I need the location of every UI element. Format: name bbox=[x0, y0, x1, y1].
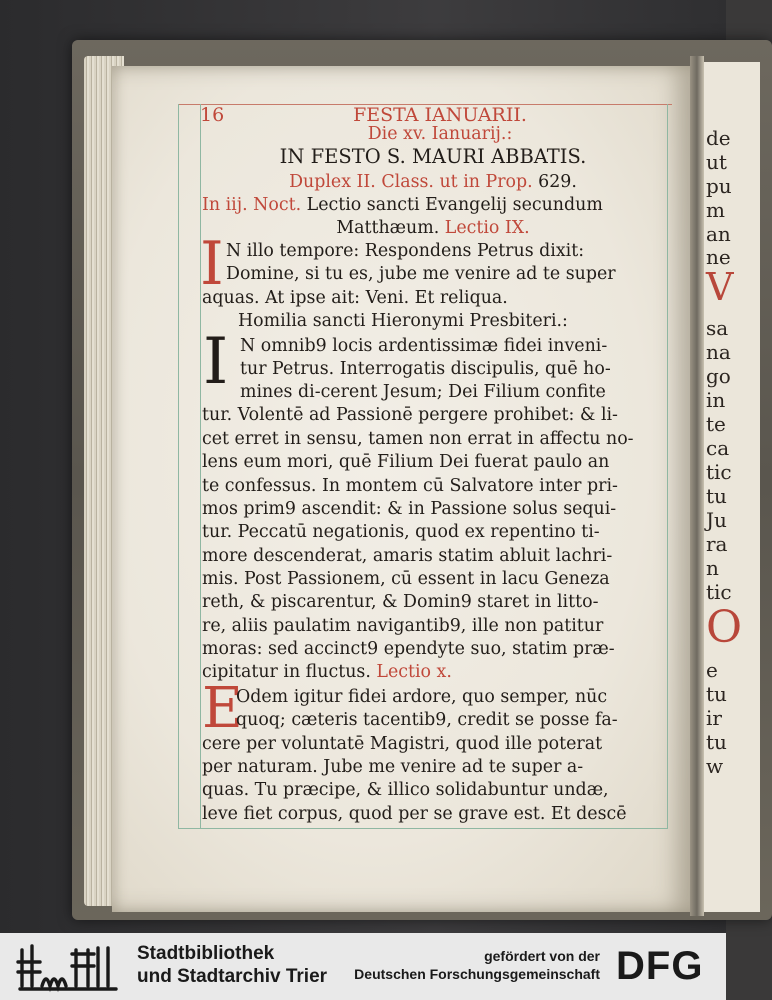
frame-left-inner bbox=[200, 104, 201, 828]
dfg-logo: DFG bbox=[616, 944, 704, 988]
gospel-intro-line-1 bbox=[202, 194, 664, 218]
homily-line: mis. Post Passionem, cū essent in lacu Geneza bbox=[202, 569, 610, 589]
facing-fragment: n bbox=[706, 556, 719, 580]
homily-line: mines di-cerent Jesum; Dei Filium confite bbox=[240, 382, 606, 402]
homily-last: cipitatur in fluctus. bbox=[202, 662, 377, 682]
gospel-intro-1: Lectio sancti Evangelij secundum bbox=[306, 195, 603, 215]
facing-fragment: tu bbox=[706, 682, 727, 706]
facing-fragment: V bbox=[706, 265, 734, 309]
homily-title: Homilia sancti Hieronymi Presbiteri.: bbox=[238, 311, 568, 331]
homily-line: reth, & piscarentur, & Domin9 staret in litto- bbox=[202, 592, 599, 612]
facing-fragment: e bbox=[706, 658, 718, 682]
book-gutter bbox=[690, 56, 704, 916]
facing-fragment: m bbox=[706, 198, 725, 222]
frame-bottom-line bbox=[178, 828, 668, 829]
lectio-ix: Lectio IX. bbox=[444, 218, 530, 238]
library-line-1: Stadtbibliothek bbox=[137, 943, 275, 964]
funding-line-1: gefördert von der bbox=[484, 948, 600, 964]
rank-line bbox=[202, 171, 664, 195]
facing-fragment: sa bbox=[706, 316, 729, 340]
gospel-line: N illo tempore: Respondens Petrus dixit: bbox=[226, 241, 585, 261]
gospel-intro-2: Matthæum. bbox=[336, 218, 445, 238]
homily-line: re, aliis paulatim navigantib9, ille non patitur bbox=[202, 616, 604, 636]
library-logo-icon bbox=[16, 942, 126, 992]
facing-fragment: ir bbox=[706, 706, 722, 730]
facing-fragment: ut bbox=[706, 150, 727, 174]
homily-line: tur. Volentē ad Passionē pergere prohibet: & li- bbox=[202, 405, 618, 425]
homily-line: tur. Peccatū negationis, quod ex repentino ti- bbox=[202, 522, 600, 542]
frame-right-line bbox=[667, 104, 668, 828]
homily-line: more descenderat, amaris statim abluit lachri- bbox=[202, 546, 613, 566]
facing-fragment: tu bbox=[706, 730, 727, 754]
gospel-intro-line-2 bbox=[202, 217, 664, 241]
page-number: 16 bbox=[200, 104, 225, 126]
lectio-x-line: leve fiet corpus, quod per se grave est. Et descē bbox=[202, 804, 627, 824]
initial-letter-3: E bbox=[202, 676, 243, 741]
facing-fragment: de bbox=[706, 126, 731, 150]
feast-title: IN FESTO S. MAURI ABBATIS. bbox=[279, 145, 587, 168]
homily-line: lens eum mori, quē Filium Dei fuerat paulo an bbox=[202, 452, 610, 472]
facing-fragment: O bbox=[706, 602, 743, 653]
facing-fragment: ne bbox=[706, 245, 731, 269]
facing-fragment: na bbox=[706, 340, 731, 364]
facing-fragment: in bbox=[706, 388, 726, 412]
date-line: Die xv. Ianuarij.: bbox=[367, 124, 513, 144]
homily-line: moras: sed accinct9 ependyte suo, statim præ- bbox=[202, 639, 615, 659]
lectio-x-line: Odem igitur fidei ardore, quo semper, nūc bbox=[236, 687, 608, 707]
funding-line-2: Deutschen Forschungsgemeinschaft bbox=[354, 966, 600, 982]
noct-label: In iij. Noct. bbox=[202, 195, 307, 215]
gospel-line: Domine, si tu es, jube me venire ad te super bbox=[226, 264, 616, 284]
homily-last-line bbox=[202, 661, 664, 685]
homily-line: cet erret in sensu, tamen non errat in affectu no- bbox=[202, 429, 634, 449]
homily-line: tur Petrus. Interrogatis discipulis, quē ho- bbox=[240, 359, 611, 379]
facing-fragment: ra bbox=[706, 532, 728, 556]
rank-ref: 629. bbox=[538, 172, 577, 192]
facing-fragment: go bbox=[706, 364, 731, 388]
lectio-x-line: quoq; cæteris tacentib9, credit se posse fa- bbox=[236, 710, 618, 730]
homily-line: N omnib9 locis ardentissimæ fidei inveni- bbox=[240, 336, 608, 356]
footer-bar bbox=[0, 933, 726, 1000]
facing-fragment: w bbox=[706, 754, 724, 778]
library-name bbox=[137, 942, 327, 988]
funding-note bbox=[354, 947, 600, 983]
running-head: FESTA IANUARII. bbox=[353, 104, 527, 126]
facing-fragment: Ju bbox=[706, 508, 727, 532]
facing-fragment: tic bbox=[706, 580, 732, 604]
facing-fragment: ca bbox=[706, 436, 730, 460]
lectio-x: Lectio x. bbox=[376, 662, 452, 682]
frame-left-outer bbox=[178, 104, 179, 828]
lectio-x-line: quas. Tu præcipe, & illico solidabuntur undæ, bbox=[202, 780, 609, 800]
facing-fragment: te bbox=[706, 412, 726, 436]
rank-text: Duplex II. Class. ut in Prop. bbox=[289, 172, 539, 192]
gospel-line: aquas. At ipse ait: Veni. Et reliqua. bbox=[202, 288, 508, 308]
lectio-x-line: per naturam. Jube me venire ad te super a- bbox=[202, 757, 584, 777]
initial-letter-2: I bbox=[203, 325, 229, 399]
homily-line: te confessus. In montem cū Salvatore inter pri- bbox=[202, 476, 618, 496]
facing-fragment: tic bbox=[706, 460, 732, 484]
lectio-x-line: cere per voluntatē Magistri, quod ille poterat bbox=[202, 734, 603, 754]
facing-fragment: an bbox=[706, 222, 731, 246]
initial-letter-1: I bbox=[200, 229, 224, 299]
facing-fragment: pu bbox=[706, 174, 732, 198]
facing-fragment: tu bbox=[706, 484, 727, 508]
homily-line: mos prim9 ascendit: & in Passione solus sequi- bbox=[202, 499, 617, 519]
library-line-2: und Stadtarchiv Trier bbox=[137, 966, 328, 987]
